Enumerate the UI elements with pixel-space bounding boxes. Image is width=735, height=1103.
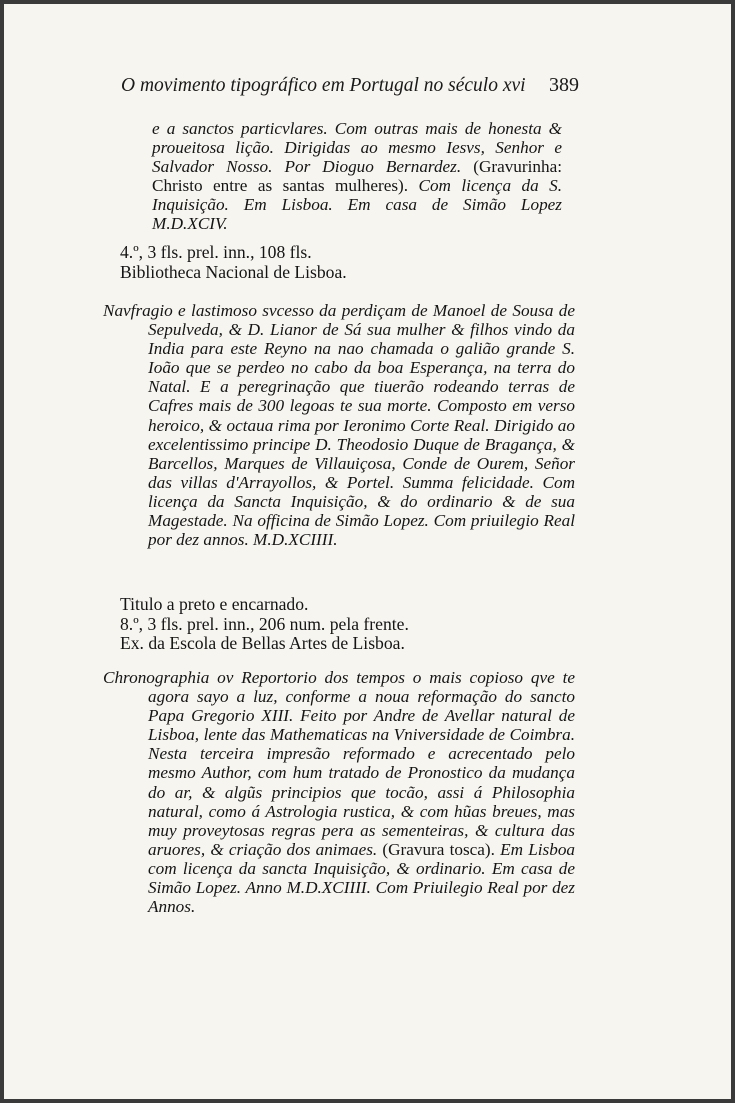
entry-1-details xyxy=(120,243,570,282)
entry-2-title xyxy=(103,301,575,549)
entry-3-title-roman: (Gravura tosca). xyxy=(382,839,495,859)
entry-3-title xyxy=(103,668,575,916)
entry-2-library: Ex. da Escola de Bellas Artes de Lisboa. xyxy=(120,633,405,653)
entry-3-title-italic-a: Chronographia ov Reportorio dos tempos o mais copioso qve te agora sayo a luz, conforme a noua reformação do sancto Papa Gregorio XIII. Feito por Andre de Avellar natural de Lisboa, lente das Mathematicas na Vniversidade de Coimbra. Nesta terceira impresão reformado e acrecentado pelo mesmo Author, com hum tratado de Pronostico da mudança do ar, & algũs principios que tocão, assi á Philosophia natural, como á Astrologia rustica, & com hũas breues, mas muy proveytosas regras pera as sementeiras, & cultura das aruores, & criação dos animaes. xyxy=(103,668,575,859)
entry-1-format: 4.º, 3 fls. prel. inn., 108 fls. xyxy=(120,242,312,262)
book-page xyxy=(4,4,731,1099)
entry-1-title xyxy=(152,119,562,234)
entry-1-title-italic-a: e a sanctos particvlares. Com outras mais de honesta & proueitosa lição. Dirigidas ao mesmo Iesvs, Senhor e Salvador Nosso. Por Dioguo Bernardez. xyxy=(152,119,562,177)
entry-2-details xyxy=(120,595,570,654)
entry-1-title-italic-b: Com licença da S. Inquisição. Em Lisboa. Em casa de Simão Lopez M.D.XCIV. xyxy=(152,176,562,234)
entry-3-title-text xyxy=(103,668,575,916)
entry-1-title-text xyxy=(152,119,562,234)
entry-2-format: 8.º, 3 fls. prel. inn., 206 num. pela frente. xyxy=(120,613,409,634)
entry-2-title-text: Navfragio e lastimoso svcesso da perdiçam de Manoel de Sousa de Sepulveda, & D. Lianor de Sá sua mulher & filhos vindo da India para este Reyno na nao chamada o galião grande S. Ioão que se perdeo no cabo da boa Esperança, na terra do Natal. E a peregrinação que tiuerão rodeando terras de Cafres mais de 300 legoas te sua morte. Composto em verso heroico, & octaua rima por Ieronimo Corte Real. Dirigido ao excelentissimo principe D. Theodosio Duque de Bragança, & Barcellos, Marques de Villauiçosa, Conde de Ourem, Señor das villas d'Arrayollos, & Portel. Summa felicidade. Com licença da Sancta Inquisição, & do ordinario & de sua Magestade. Na officina de Simão Lopez. Com priuilegio Real por dez annos. M.D.XCIIII. xyxy=(103,301,575,550)
entry-3-title-italic-b: Em Lisboa com licença da sancta Inquisição, & ordinario. Em casa de Simão Lopez. Anno M.D.XCIIII. Com Priuilegio Real por dez Annos. xyxy=(148,839,576,917)
entry-1-library: Bibliotheca Nacional de Lisboa. xyxy=(120,261,347,282)
entry-2-note: Titulo a preto e encarnado. xyxy=(120,594,309,614)
page-number: 389 xyxy=(549,74,579,96)
running-title: O movimento tipográfico em Portugal no século xvi xyxy=(121,75,526,96)
entry-1-title-roman: (Gravurinha: Christo entre as santas mulheres). xyxy=(152,157,562,196)
